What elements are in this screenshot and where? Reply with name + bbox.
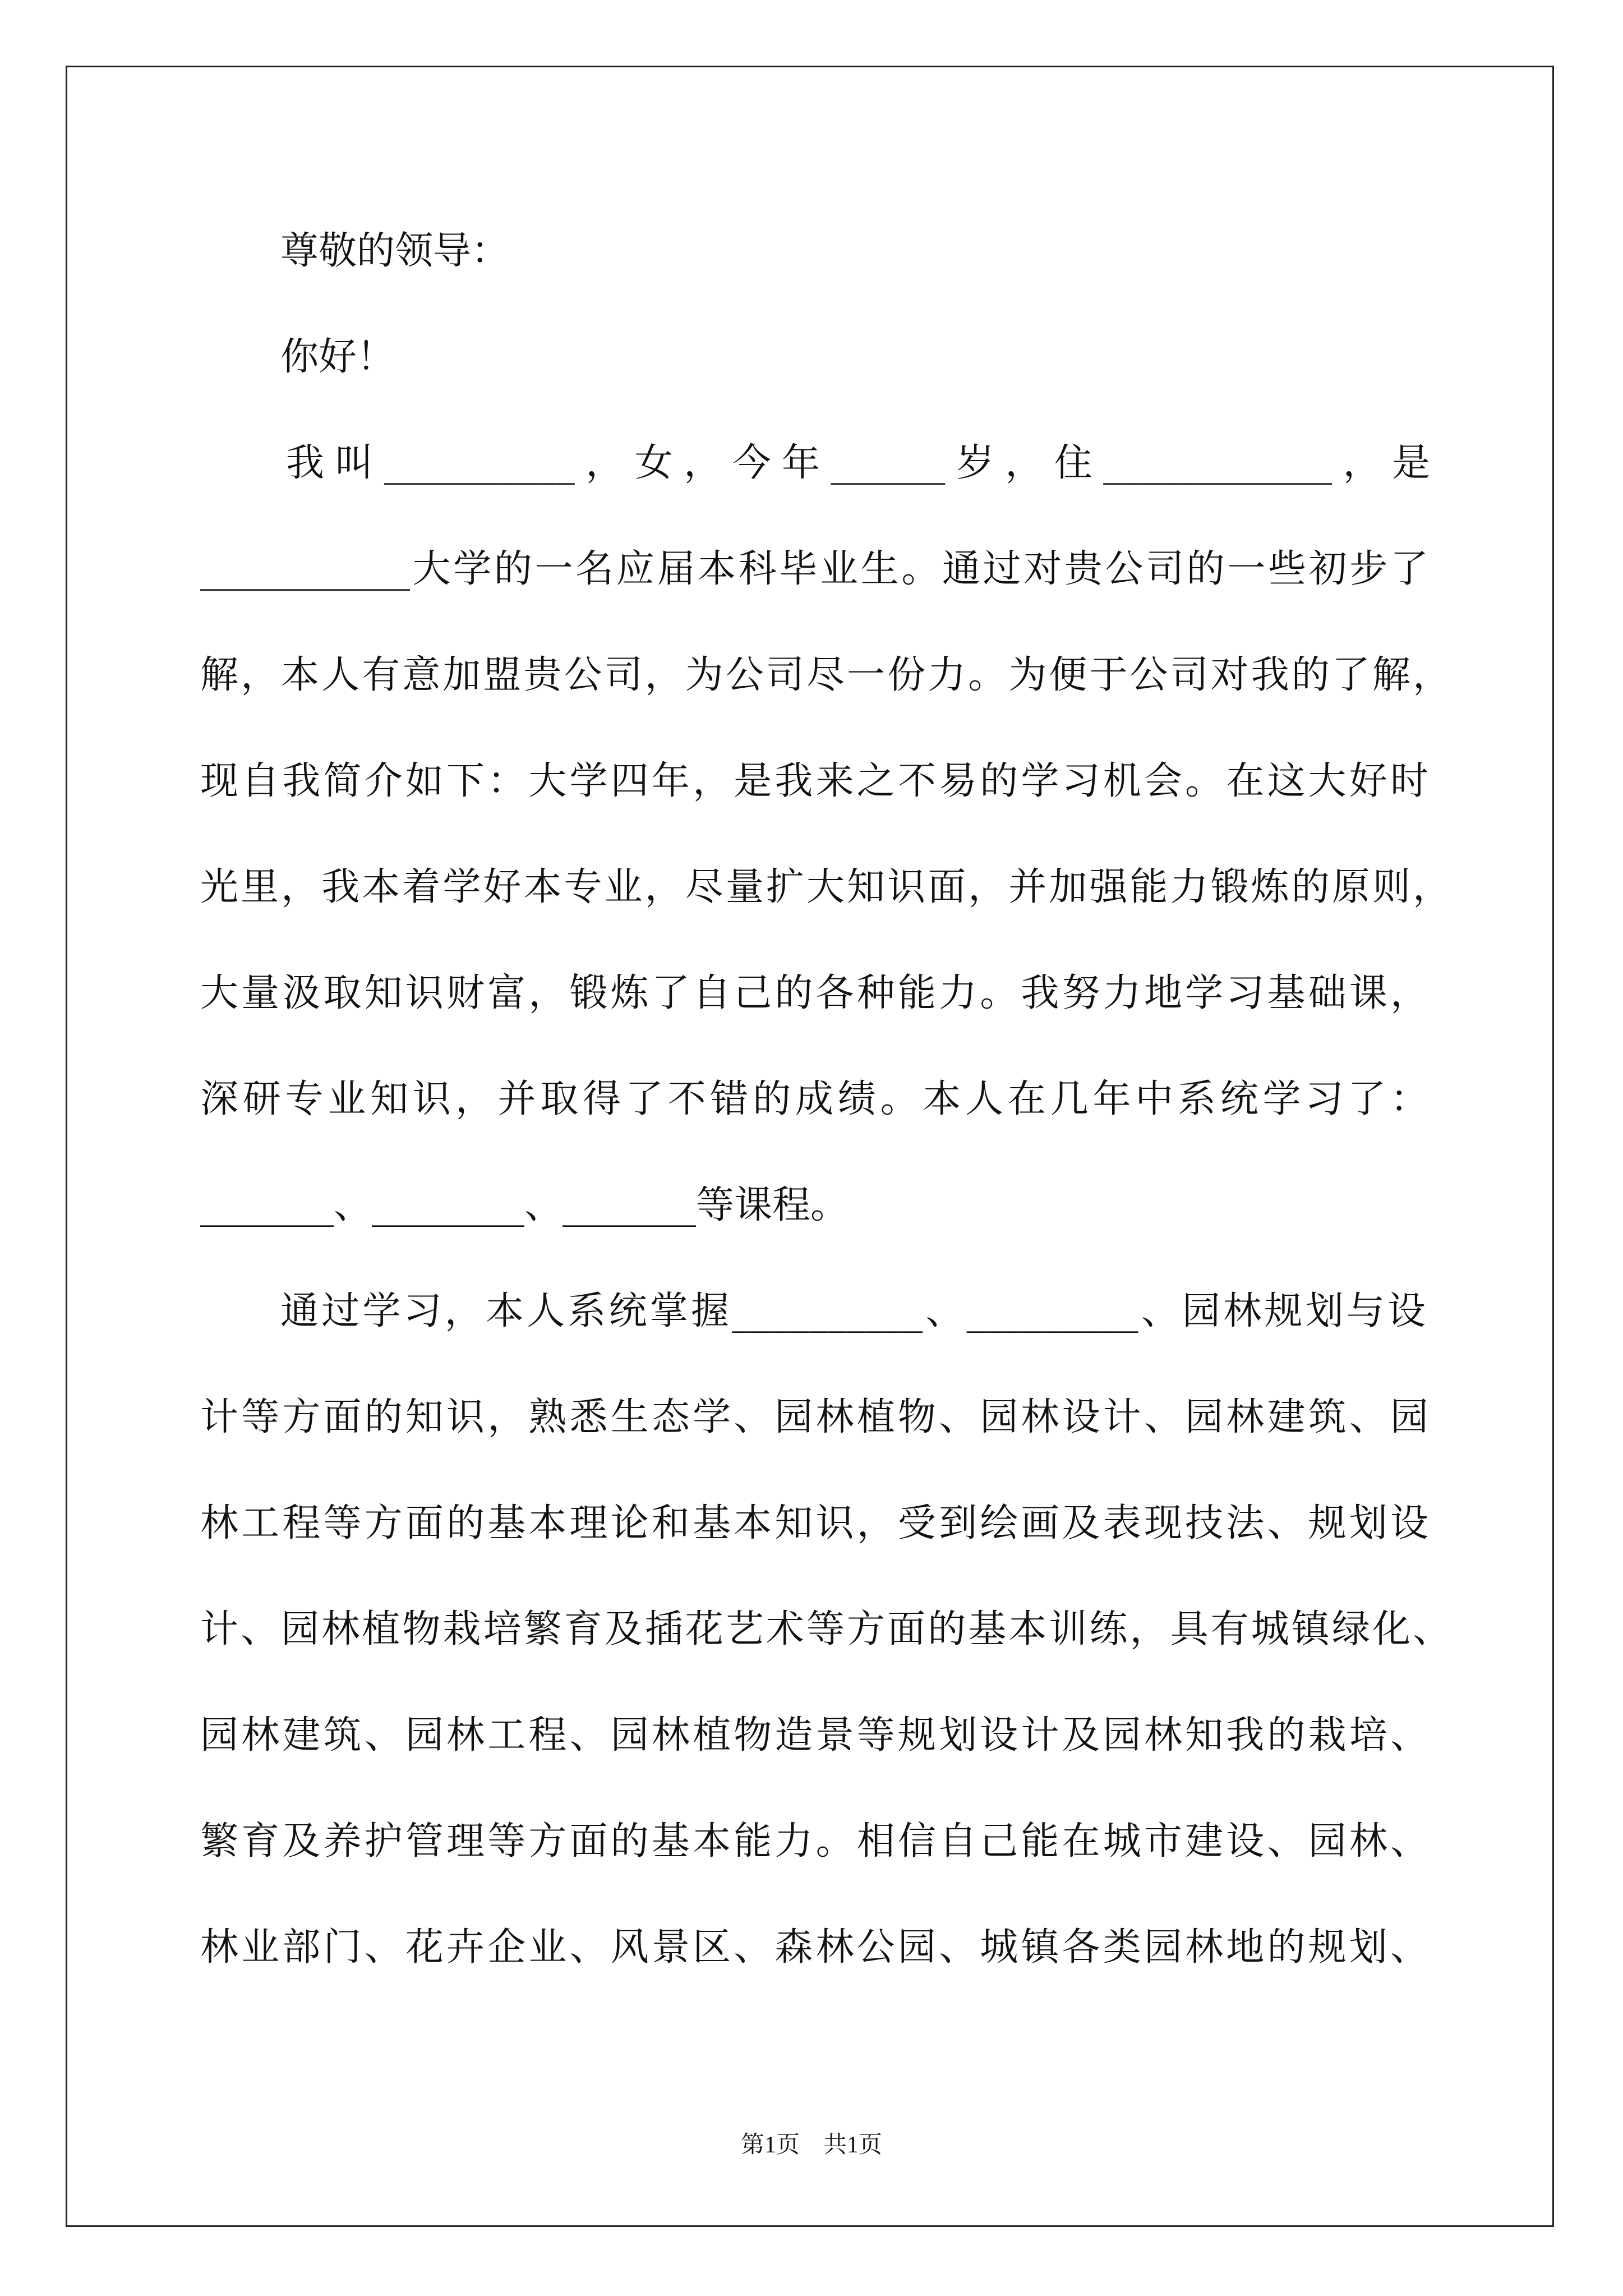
page-footer: 第1页 共1页 (740, 2132, 882, 2158)
paragraph-line: 繁育及养护管理等方面的基本能力。相信自己能在城市建设、园林、 (200, 1819, 1428, 1864)
paragraph-line: ___________大学的一名应届本科毕业生。通过对贵公司的一些初步了 (200, 547, 1428, 591)
paragraph-line: 深研专业知识，并取得了不错的成绩。本人在几年中系统学习了： (200, 1077, 1428, 1121)
paragraph-line: 计等方面的知识，熟悉生态学、园林植物、园林设计、园林建筑、园 (200, 1395, 1428, 1439)
paragraph-line: 解，本人有意加盟贵公司，为公司尽一份力。为便于公司对我的了解， (200, 653, 1451, 697)
paragraph-line: 我叫__________，女，今年______岁，住____________，是 (286, 441, 1430, 485)
greeting: 你好！ (280, 335, 395, 379)
salutation: 尊敬的领导： (280, 229, 510, 273)
paragraph-line: 园林建筑、园林工程、园林植物造景等规划设计及园林知我的栽培、 (200, 1713, 1428, 1757)
paragraph-line: 现自我简介如下：大学四年，是我来之不易的学习机会。在这大好时 (200, 759, 1428, 803)
paragraph-line: _______、________、_______等课程。 (200, 1183, 849, 1227)
paragraph-line: 林工程等方面的基本理论和基本知识，受到绘画及表现技法、规划设 (200, 1501, 1428, 1545)
paragraph-line: 计、园林植物栽培繁育及插花艺术等方面的基本训练，具有城镇绿化、 (200, 1607, 1451, 1651)
paragraph-line: 大量汲取知识财富，锻炼了自己的各种能力。我努力地学习基础课， (200, 971, 1428, 1015)
paragraph-line: 林业部门、花卉企业、风景区、森林公园、城镇各类园林地的规划、 (200, 1925, 1428, 1970)
paragraph-line: 光里，我本着学好本专业，尽量扩大知识面，并加强能力锻炼的原则， (200, 865, 1451, 909)
paragraph-line: 通过学习，本人系统掌握__________、_________、园林规划与设 (280, 1289, 1426, 1333)
